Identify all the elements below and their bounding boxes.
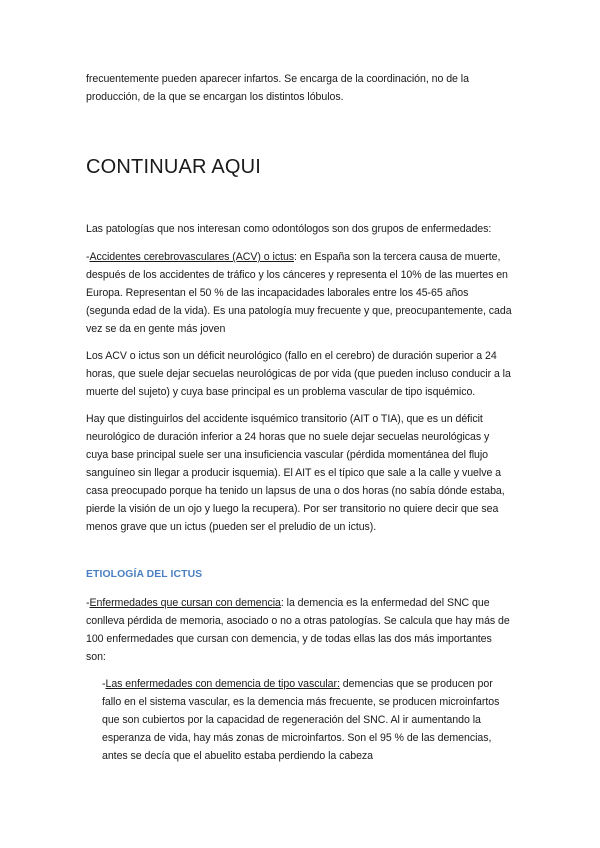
vascular-prefix: - xyxy=(102,678,106,690)
acv-definition: Los ACV o ictus son un déficit neurológico (fallo en el cerebro) de duración superior a 24 horas, que suele dejar secuelas neurológicas de por vida (que pueden incluso conducir a la muerte del sujeto) y cuya base principal es un problema vascular de tipo isquémico. xyxy=(86,350,511,398)
demencia-text: : la demencia es la enfermedad del SNC que conlleva pérdida de memoria, asociado o no a otras patologías. Se calcula que hay más de 100 enfermedades que cursan con demencia, y de todas ellas las dos más importantes son: xyxy=(86,597,510,663)
intro-line-1: frecuentemente pueden aparecer infartos. Se encarga de la coordinación, no de la xyxy=(86,73,469,85)
acv-text: : en España son la tercera causa de muerte, después de los accidentes de tráfico y los cánceres y representa el 10% de las muertes en Europa. Representan el 50 % de las incapacidades laborales entre los 45-65 años (segunda edad de la vida). Es una patología muy frecuente y que, preocupantemente, cada vez se da en gente más joven xyxy=(86,251,512,335)
demencia-prefix: - xyxy=(86,597,90,609)
intro-line-2: producción, de la que se encargan los distintos lóbulos. xyxy=(86,91,344,103)
acv-prefix: - xyxy=(86,251,90,263)
intro-paragraph xyxy=(86,70,514,106)
vascular-text: demencias que se producen por fallo en el sistema vascular, es la demencia más frecuente, se producen microinfartos que son cubiertos por la capacidad de regeneración del SNC. Al ir aumentando la esperanza de vida, hay más zonas de microinfartos. Son el 95 % de las demencias, antes se decía que el abuelito estaba perdiendo la cabeza xyxy=(102,678,500,762)
vascular-term: Las enfermedades con demencia de tipo vascular: xyxy=(105,678,340,690)
vascular-paragraph xyxy=(86,675,514,765)
continuar-heading: CONTINUAR AQUI xyxy=(86,156,262,178)
ait-paragraph: Hay que distinguirlos del accidente isquémico transitorio (AIT o TIA), que es un déficit neurológico de duración inferior a 24 horas que no suele dejar secuelas neurológicas y cuya base principal suele ser una insuficiencia vascular (pérdida momentánea del flujo sanguíneo sin llegar a producir isquemia). El AIT es el típico que sale a la calle y vuelve a casa preocupado porque ha tenido un lapsus de una o dos horas (no sabía dónde estaba, pierde la visión de un ojo y luego la recupera). Por ser transitorio no quiere decir que sea menos grave que un ictus (pueden ser el preludio de un ictus). xyxy=(86,413,505,533)
etiologia-heading: ETIOLOGÍA DEL ICTUS xyxy=(86,569,203,580)
demencia-paragraph xyxy=(86,594,514,666)
patologias-intro: Las patologías que nos interesan como odontólogos son dos grupos de enfermedades: xyxy=(86,223,492,235)
demencia-term: Enfermedades que cursan con demencia xyxy=(89,597,281,609)
acv-paragraph xyxy=(86,248,514,338)
acv-term: Accidentes cerebrovasculares (ACV) o ictus xyxy=(89,251,295,263)
